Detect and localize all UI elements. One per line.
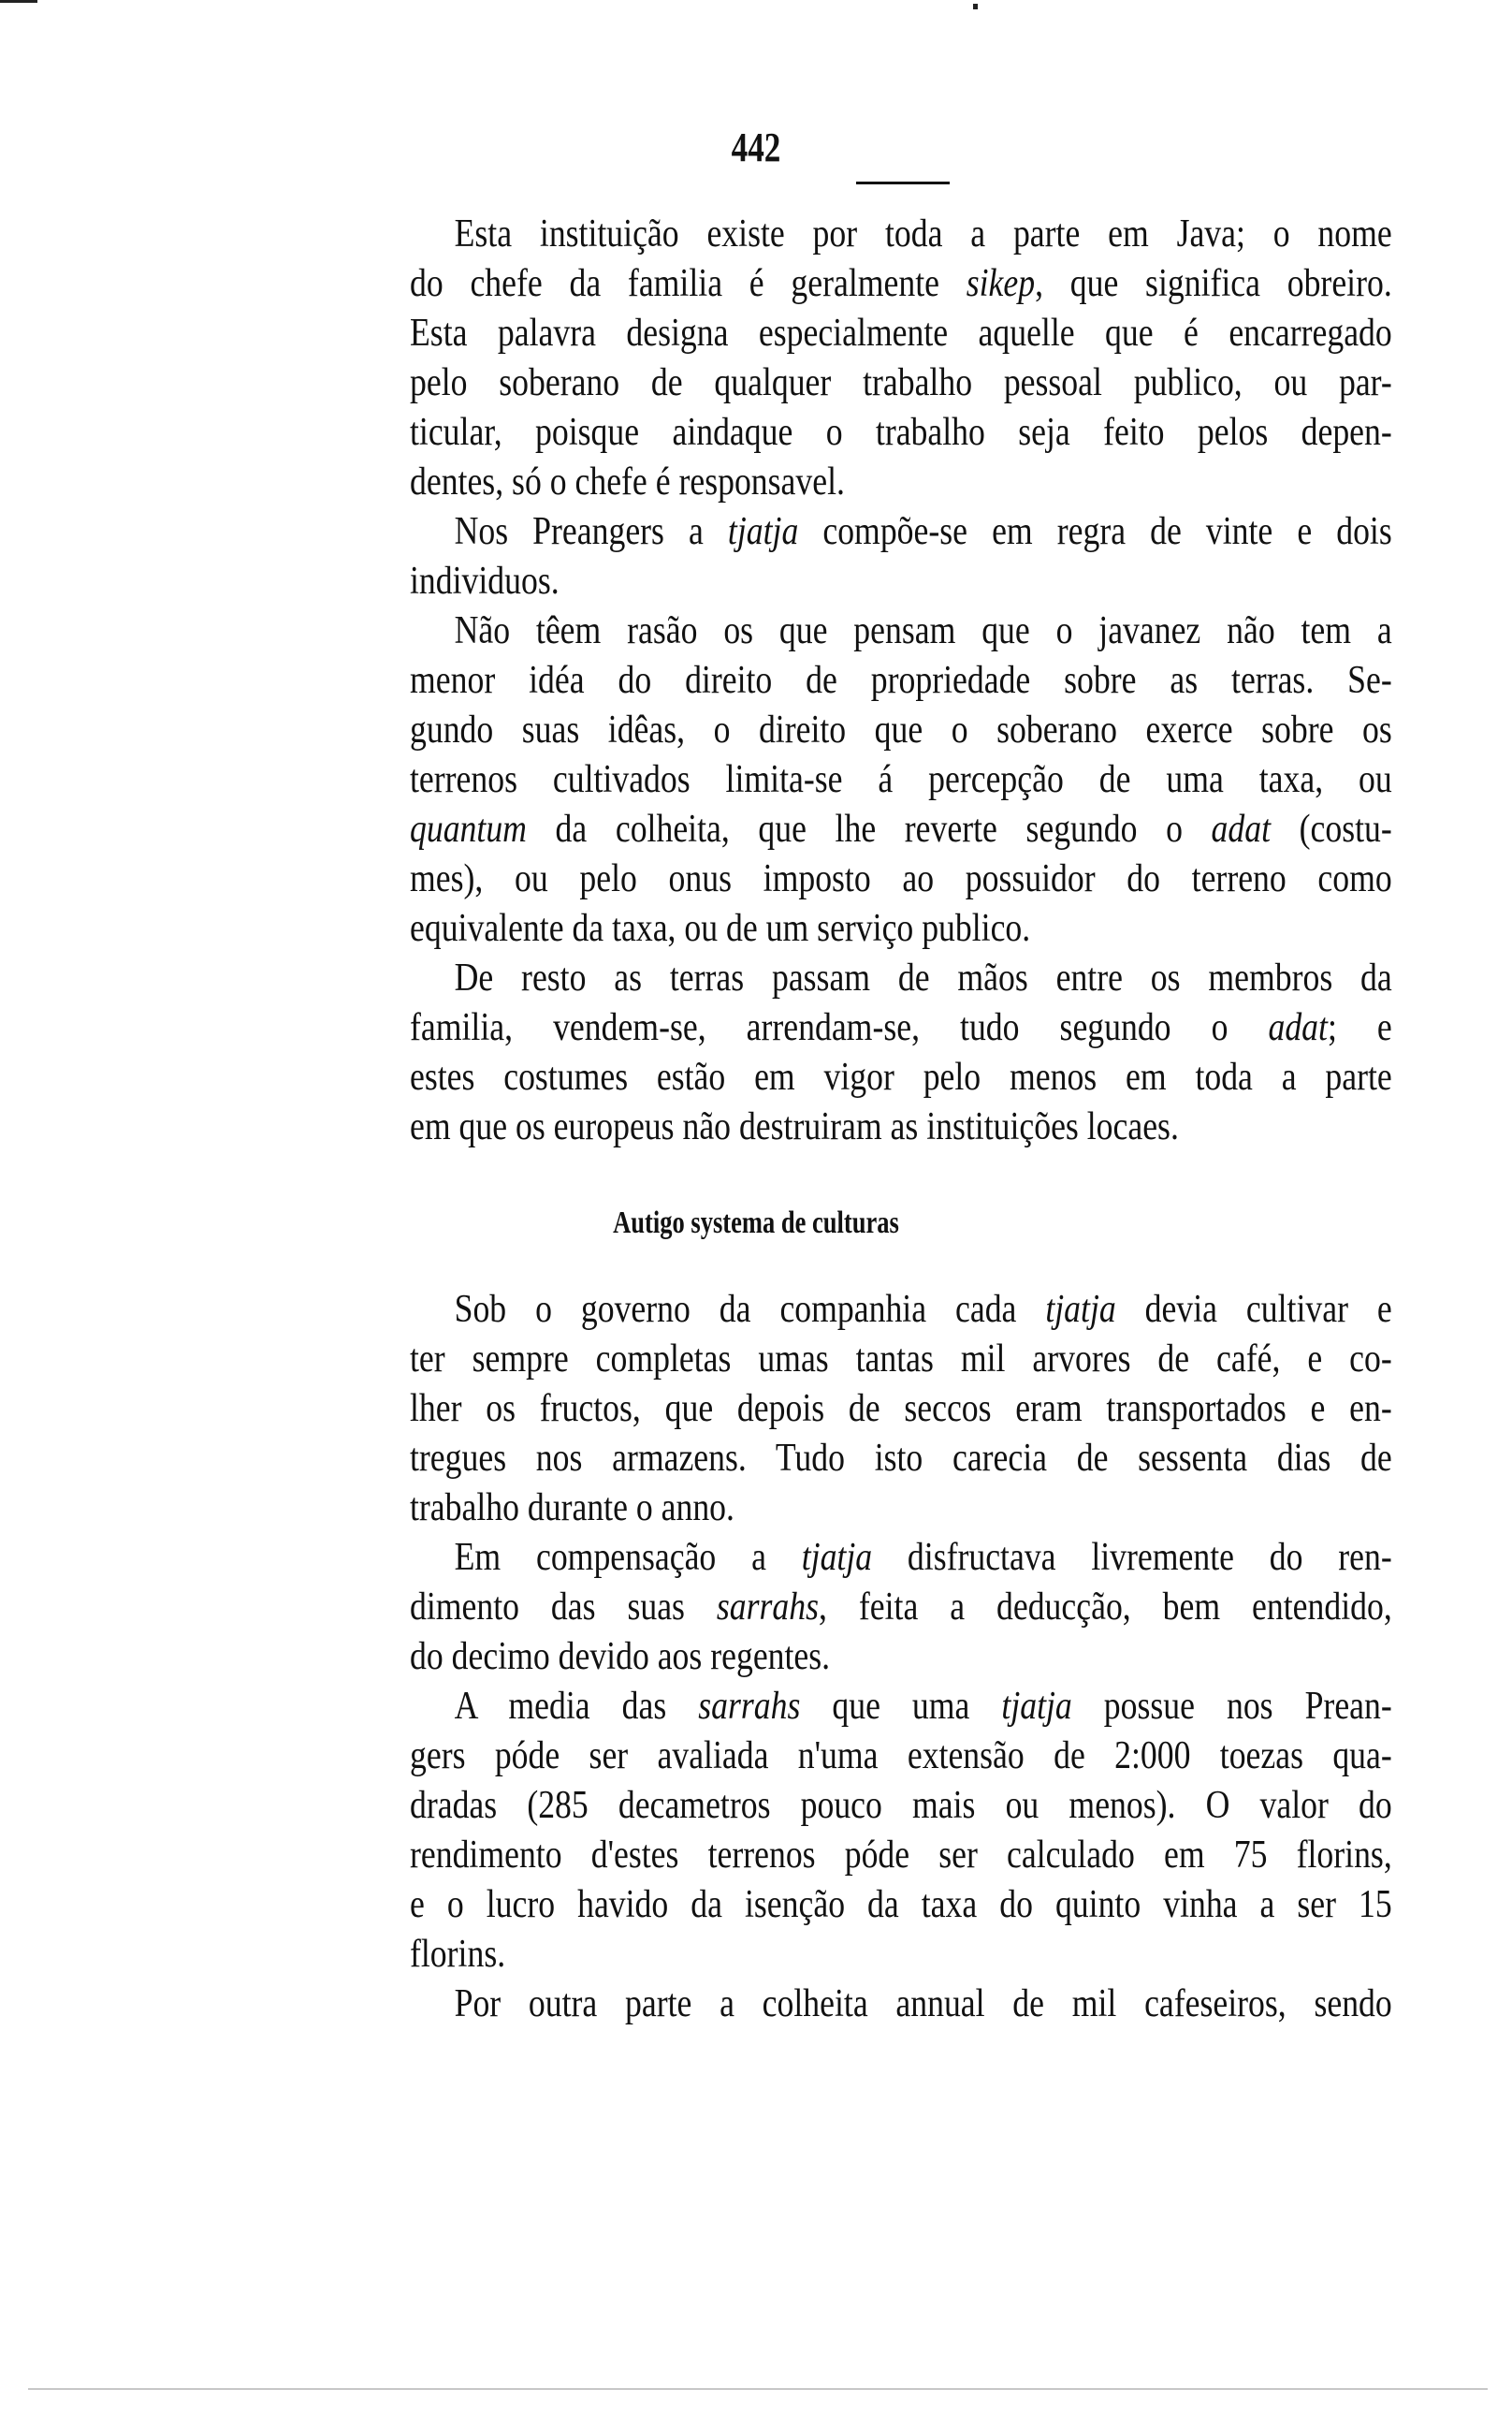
italic-term: quantum bbox=[410, 808, 527, 851]
text-line bbox=[410, 1583, 1392, 1632]
text-line bbox=[410, 210, 1392, 259]
italic-term: tjatja bbox=[1001, 1685, 1072, 1728]
text-run: ; e bbox=[1327, 1006, 1392, 1049]
text-run: florins. bbox=[410, 1933, 506, 1976]
text-line bbox=[410, 855, 1392, 904]
text-line bbox=[410, 656, 1392, 706]
italic-term: sarrahs bbox=[698, 1685, 801, 1728]
text-run: estes costumes estão em vigor pelo menos em toda a parte bbox=[410, 1056, 1392, 1099]
text-line bbox=[410, 309, 1392, 358]
text-line bbox=[410, 1103, 1392, 1152]
text-line bbox=[410, 606, 1392, 656]
scan-corner-mark bbox=[0, 0, 37, 3]
italic-term: sikep bbox=[966, 262, 1036, 305]
text-line bbox=[410, 1285, 1392, 1335]
text-run: pelo soberano de qualquer trabalho pessoal publico, ou par- bbox=[410, 361, 1392, 404]
text-line bbox=[410, 805, 1392, 855]
text-run: dentes, só o chefe é responsavel. bbox=[410, 460, 845, 504]
text-line bbox=[410, 706, 1392, 755]
italic-term: sarrahs bbox=[716, 1585, 820, 1629]
text-run: menor idéa do direito de propriedade sobre as terras. Se- bbox=[410, 659, 1392, 702]
text-line bbox=[410, 259, 1392, 309]
text-run: Esta palavra designa especialmente aquelle que é encarregado bbox=[410, 312, 1392, 355]
page-number: 442 bbox=[731, 124, 781, 170]
italic-term: adat bbox=[1211, 808, 1272, 851]
text-run: dradas (285 decametros pouco mais ou menos). O valor do bbox=[410, 1784, 1392, 1827]
text-line bbox=[410, 557, 1392, 606]
text-line bbox=[410, 408, 1392, 458]
text-run: devia cultivar e bbox=[1115, 1288, 1392, 1331]
text-run: A media das bbox=[454, 1685, 699, 1728]
italic-term: tjatja bbox=[1045, 1288, 1116, 1331]
text-run: familia, vendem-se, arrendam-se, tudo segundo o bbox=[410, 1006, 1269, 1049]
text-line bbox=[410, 954, 1392, 1003]
text-run: compõe-se em regra de vinte e dois bbox=[798, 510, 1392, 553]
text-run: em que os europeus não destruiram as instituições locaes. bbox=[410, 1105, 1179, 1148]
text-run: rendimento d'estes terrenos póde ser calculado em 75 florins, bbox=[410, 1834, 1392, 1877]
italic-term: tjatja bbox=[727, 510, 799, 553]
text-line bbox=[410, 1930, 1392, 1980]
text-block-2 bbox=[410, 1285, 1392, 2029]
text-run: Não têem rasão os que pensam que o javanez não tem a bbox=[454, 609, 1392, 652]
text-run: e o lucro havido da isenção da taxa do quinto vinha a ser 15 bbox=[410, 1883, 1392, 1926]
text-run: possue nos Prean- bbox=[1071, 1685, 1392, 1728]
text-line bbox=[410, 1335, 1392, 1384]
text-run: lher os fructos, que depois de seccos eram transportados e en- bbox=[410, 1387, 1392, 1430]
text-run: mes), ou pelo onus imposto ao possuidor do terreno como bbox=[410, 857, 1392, 900]
scan-dot bbox=[973, 4, 978, 9]
page-number-rule bbox=[856, 182, 950, 184]
text-run: ticular, poisque aindaque o trabalho seja feito pelos depen- bbox=[410, 411, 1392, 454]
text-run: , que significa obreiro. bbox=[1035, 262, 1392, 305]
text-line bbox=[410, 358, 1392, 408]
text-line bbox=[410, 1831, 1392, 1880]
text-line bbox=[410, 1632, 1392, 1682]
text-run: dimento das suas bbox=[410, 1585, 717, 1629]
text-line bbox=[410, 1434, 1392, 1483]
text-run: trabalho durante o anno. bbox=[410, 1486, 734, 1529]
text-line bbox=[410, 1880, 1392, 1930]
italic-term: adat bbox=[1268, 1006, 1328, 1049]
italic-term: tjatja bbox=[801, 1536, 873, 1579]
text-run: (costu- bbox=[1271, 808, 1392, 851]
text-line bbox=[410, 1682, 1392, 1732]
text-line bbox=[410, 1533, 1392, 1583]
text-run: gundo suas idêas, o direito que o soberano exerce sobre os bbox=[410, 709, 1392, 752]
text-block-1 bbox=[410, 210, 1392, 1152]
text-line bbox=[410, 507, 1392, 557]
text-run: da colheita, que lhe reverte segundo o bbox=[526, 808, 1212, 851]
text-run: Nos Preangers a bbox=[454, 510, 728, 553]
text-line bbox=[410, 904, 1392, 954]
text-run: Esta instituição existe por toda a parte em Java; o nome bbox=[454, 212, 1392, 256]
text-run: Em compensação a bbox=[454, 1536, 802, 1579]
text-run: , feita a deducção, bem entendido, bbox=[819, 1585, 1392, 1629]
text-run: tregues nos armazens. Tudo isto carecia de sessenta dias de bbox=[410, 1437, 1392, 1480]
text-line bbox=[410, 755, 1392, 805]
text-run: Sob o governo da companhia cada bbox=[454, 1288, 1046, 1331]
text-line bbox=[410, 1003, 1392, 1053]
text-run: que uma bbox=[800, 1685, 1002, 1728]
text-run: do chefe da familia é geralmente bbox=[410, 262, 967, 305]
text-line bbox=[410, 1781, 1392, 1831]
text-run: gers póde ser avaliada n'uma extensão de 2:000 toezas qua- bbox=[410, 1734, 1392, 1777]
text-run: ter sempre completas umas tantas mil arvores de café, e co- bbox=[410, 1337, 1392, 1381]
text-run: disfructava livremente do ren- bbox=[872, 1536, 1392, 1579]
text-run: do decimo devido aos regentes. bbox=[410, 1635, 831, 1678]
text-run: equivalente da taxa, ou de um serviço publico. bbox=[410, 907, 1031, 950]
text-line bbox=[410, 1732, 1392, 1781]
text-line bbox=[410, 458, 1392, 507]
text-line bbox=[410, 1483, 1392, 1533]
text-run: De resto as terras passam de mãos entre os membros da bbox=[454, 957, 1392, 1000]
text-run: individuos. bbox=[410, 560, 560, 603]
text-run: Por outra parte a colheita annual de mil cafeseiros, sendo bbox=[454, 1982, 1392, 2025]
text-run: terrenos cultivados limita-se á percepção de uma taxa, ou bbox=[410, 758, 1392, 801]
text-line bbox=[410, 1384, 1392, 1434]
section-heading: Autigo systema de culturas bbox=[613, 1206, 899, 1240]
text-line bbox=[410, 1980, 1392, 2029]
text-line bbox=[410, 1053, 1392, 1103]
